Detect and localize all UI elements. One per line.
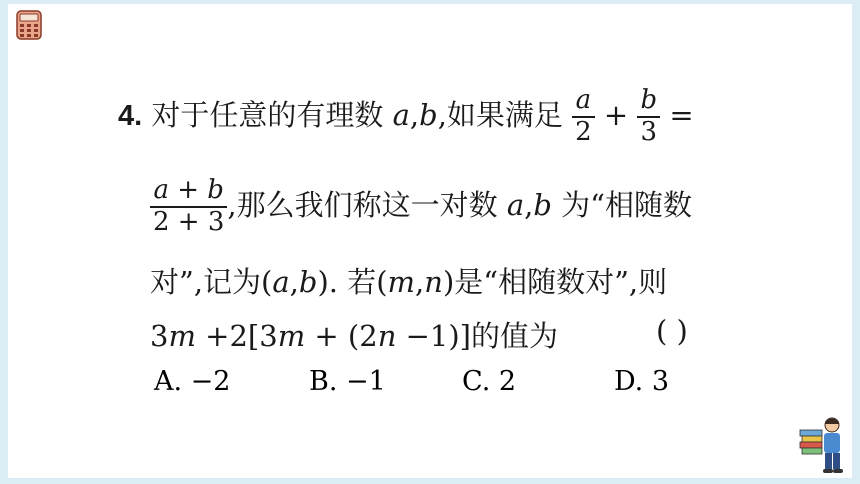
var-b: b <box>533 187 552 222</box>
var-m: m <box>387 265 416 299</box>
question-line-3 <box>150 260 667 301</box>
line3-text-b: ). 若( <box>317 265 388 299</box>
choice-c[interactable]: C. 2 <box>462 366 517 397</box>
question-line-2 <box>150 176 692 238</box>
slide <box>8 4 852 478</box>
var-b: b <box>298 265 318 299</box>
line4-text-a: 3 <box>150 319 169 353</box>
equals-sign: = <box>660 97 694 132</box>
fraction-denominator: 2 <box>575 116 592 147</box>
var-m: m <box>277 319 306 353</box>
line2-text-b: 为“相随数 <box>551 187 692 222</box>
question-line-4 <box>150 314 558 355</box>
line3-text-a: 对”,记为( <box>150 265 273 299</box>
line1-text-b: ,如果满足 <box>437 97 563 132</box>
question-line-1 <box>118 86 694 148</box>
fraction-a-over-2 <box>572 86 595 148</box>
fraction-numerator: b <box>637 86 660 118</box>
fraction-b-over-3 <box>637 86 660 148</box>
answer-parentheses[interactable]: ( ) <box>656 314 688 348</box>
var-a: a <box>506 187 525 222</box>
var-a: a <box>272 265 290 299</box>
comma: , <box>409 97 420 132</box>
fraction-numerator: a <box>572 86 595 118</box>
choice-b[interactable]: B. −1 <box>309 366 386 397</box>
line3-text-c: )是“相随数对”,则 <box>442 265 668 299</box>
var-n: n <box>424 265 443 299</box>
line4-text-d: −1)]的值为 <box>396 319 558 353</box>
fraction-numerator: a + b <box>150 176 227 208</box>
var-a: a <box>392 97 410 132</box>
fraction-sum <box>150 176 227 238</box>
choice-d[interactable]: D. 3 <box>614 366 670 397</box>
var-m: m <box>168 319 196 353</box>
comma: , <box>524 187 534 222</box>
student-carrying-books-icon <box>798 416 846 478</box>
line4-text-c: + (2 <box>305 319 378 353</box>
choice-a[interactable]: A. −2 <box>154 366 231 397</box>
line4-text-b: +2[3 <box>195 319 278 353</box>
line1-text-a: 对于任意的有理数 <box>151 97 393 132</box>
fraction-denominator: 3 <box>640 116 658 147</box>
plus-sign: + <box>594 97 638 132</box>
calculator-icon <box>16 10 42 40</box>
comma: , <box>289 265 299 299</box>
fraction-denominator: 2 + 3 <box>153 206 225 237</box>
answer-choices <box>154 366 754 402</box>
var-n: n <box>377 319 397 353</box>
line2-text-a: ,那么我们称这一对数 <box>227 187 507 222</box>
var-b: b <box>419 97 438 132</box>
comma: , <box>415 265 425 299</box>
question-number: 4. <box>118 99 143 132</box>
